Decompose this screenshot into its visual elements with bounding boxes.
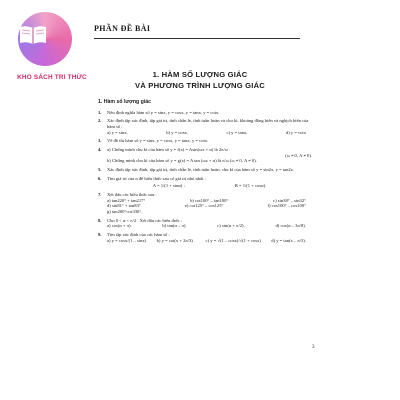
options-row (107, 238, 312, 244)
exercise-text: Tìm giá trị của α để biểu thức sau có giá trị nhỏ nhất : (107, 175, 206, 181)
exercise-text: Nêu định nghĩa hàm số y = sinx, y = cosx, y = tanx, y = cotx. (107, 109, 220, 115)
exercise-9 (98, 232, 312, 243)
book-icon (18, 24, 48, 46)
exercise-7 (98, 192, 312, 214)
option: b) cot100° – tan100° (190, 197, 229, 203)
option: a) cos(α + π). (107, 223, 132, 229)
exercise-4 (98, 147, 312, 164)
exercise-text-b: b) Chứng minh chu kì của hàm số y = g(x) = A tan (ωx + α) là π/ω (ω ≠ 0, A ≠ 0). (107, 158, 257, 164)
options-row (107, 223, 312, 229)
subheading: 1. Hàm số lượng giác (98, 99, 151, 105)
option: d) cos(α – 3π/8). (275, 223, 306, 229)
exercise-number: 9. (98, 232, 102, 238)
option: d) y = tan(x – π/3). (271, 237, 306, 243)
exercise-6 (98, 176, 312, 189)
option: b) y = cot(x + 2π/3) . (156, 237, 196, 243)
logo-text: KHO SÁCH TRI THỨC (17, 74, 87, 81)
formula-row (107, 183, 312, 189)
option: b) y = cosx, (166, 129, 188, 135)
exercise-2 (98, 118, 312, 135)
chapter-title-line1: 1. HÀM SỐ LƯỢNG GIÁC (152, 70, 248, 79)
exercise-3 (98, 138, 312, 144)
exercise-number: 8. (98, 217, 102, 223)
option: d) y = cotx (285, 129, 306, 135)
exercise-text: Xét dấu các biểu thức sau : (107, 192, 157, 198)
exercise-number: 2. (98, 118, 102, 124)
option: a) y = sinx, (107, 129, 128, 135)
chapter-title-line2: VÀ PHƯƠNG TRÌNH LƯỢNG GIÁC (135, 81, 265, 90)
exercise-text: Tìm tập xác định của các hàm số : (107, 232, 170, 238)
exercise-number: 7. (98, 192, 102, 198)
option: g) tan200°cos330°. (107, 209, 143, 215)
exercise-text: Xác định tập xác định, tập giá trị, tính chẵn lẻ, tính tuần hoàn, chu kì của hàm số y = sin2x, y = tan2x. (107, 167, 295, 173)
exercise-number: 4. (98, 147, 102, 153)
header-divider (94, 38, 300, 39)
exercise-text: Cho 0 < α < π/2 . Xét dấu các biểu thức : (107, 217, 183, 223)
exercise-8 (98, 218, 312, 229)
option: c) y = tanx, (226, 129, 248, 135)
option: c) sin(α + π/2). (217, 223, 245, 229)
option: b) tan(α – π). (162, 223, 187, 229)
exercise-content (98, 100, 312, 247)
option: e) cot125° – cos125° (184, 203, 224, 209)
exercise-text: Xác định tập xác định, tập giá trị, tính chẵn lẻ, tính tuần hoàn và chu kì, khoảng đồng biến và nghịch biến của hàm số : (107, 118, 309, 129)
exercise-text: Vẽ đồ thị hàm số y = sinx, y = cosx, y = tanx, y = cotx. (107, 138, 209, 144)
exercise-5 (98, 167, 312, 173)
exercise-number: 6. (98, 175, 102, 181)
option: f) cos100° – cos100° (267, 203, 306, 209)
page-number: 3 (312, 345, 315, 350)
formula-a: A = 1/(1 + sinα) ; (152, 183, 185, 189)
option: c) sin38° – sin32° (273, 197, 306, 203)
formula-b: B = 1/(1 + cosα). (234, 183, 267, 189)
exercise-1 (98, 110, 312, 116)
section-header: PHẦN ĐỀ BÀI (94, 24, 151, 33)
option: a) y = cosx/(1 – sinx) (107, 237, 147, 243)
exercise-number: 5. (98, 167, 102, 173)
option: d) sin81° + tan83° (107, 203, 141, 209)
exercise-text-a: a) Chứng minh chu kì của hàm số y = f(x) = Asin(ωx + α) là 2π/ω (107, 147, 228, 153)
exercise-number: 1. (98, 109, 102, 115)
exercise-condition: (ω ≠ 0, A ≠ 0). (285, 152, 312, 158)
options-row (107, 130, 312, 136)
option: c) y = √(1 – cosx)/√(1 + cosx) (205, 237, 261, 243)
option: a) tan220° + tan217° (107, 197, 146, 203)
exercise-number: 3. (98, 138, 102, 144)
